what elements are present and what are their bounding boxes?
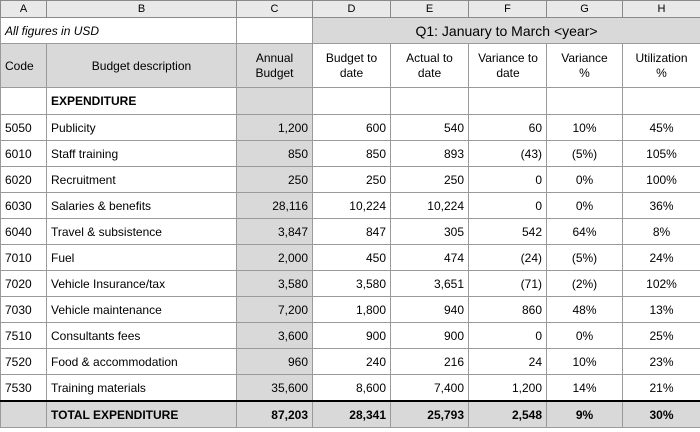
empty-cell[interactable] xyxy=(1,88,47,115)
utilization-pct-cell[interactable]: 45% xyxy=(623,115,700,141)
utilization-pct-cell[interactable]: 23% xyxy=(623,349,700,375)
budget-to-date-cell[interactable]: 1,800 xyxy=(313,297,391,323)
code-cell[interactable]: 6010 xyxy=(1,141,47,167)
empty-cell[interactable] xyxy=(469,88,547,115)
variance-to-date-cell[interactable]: 860 xyxy=(469,297,547,323)
budget-to-date-cell[interactable]: 240 xyxy=(313,349,391,375)
empty-cell[interactable] xyxy=(237,18,313,44)
header-variance-pct-text: Variance % xyxy=(561,50,608,80)
annual-budget-cell[interactable]: 250 xyxy=(237,167,313,193)
variance-to-date-cell[interactable]: 1,200 xyxy=(469,375,547,402)
budget-to-date-cell[interactable]: 600 xyxy=(313,115,391,141)
period-title-cell[interactable]: Q1: January to March <year> xyxy=(313,18,700,44)
budget-to-date-cell[interactable]: 900 xyxy=(313,323,391,349)
utilization-pct-cell[interactable]: 102% xyxy=(623,271,700,297)
header-budget-to-date-text: Budget to date xyxy=(325,50,378,80)
budget-to-date-cell[interactable]: 10,224 xyxy=(313,193,391,219)
annual-budget-cell[interactable]: 3,847 xyxy=(237,219,313,245)
empty-cell[interactable] xyxy=(547,88,623,115)
header-variance-to-date-text: Variance to date xyxy=(478,50,538,80)
total-label-cell[interactable]: TOTAL EXPENDITURE xyxy=(47,401,237,428)
actual-to-date-cell[interactable]: 3,651 xyxy=(391,271,469,297)
actual-to-date-cell[interactable]: 540 xyxy=(391,115,469,141)
description-cell[interactable]: Publicity xyxy=(47,115,237,141)
total-annual-cell[interactable]: 87,203 xyxy=(237,401,313,428)
actual-to-date-cell[interactable]: 893 xyxy=(391,141,469,167)
utilization-pct-cell[interactable]: 24% xyxy=(623,245,700,271)
code-cell[interactable]: 7530 xyxy=(1,375,47,402)
actual-to-date-cell[interactable]: 305 xyxy=(391,219,469,245)
table-header-row xyxy=(1,44,700,88)
utilization-pct-cell[interactable]: 21% xyxy=(623,375,700,402)
variance-pct-cell[interactable]: (5%) xyxy=(547,141,623,167)
code-cell[interactable]: 6030 xyxy=(1,193,47,219)
column-header-g[interactable]: G xyxy=(547,1,623,18)
variance-pct-cell[interactable]: 0% xyxy=(547,167,623,193)
description-cell[interactable]: Vehicle maintenance xyxy=(47,297,237,323)
description-cell[interactable]: Consultants fees xyxy=(47,323,237,349)
budget-to-date-cell[interactable]: 250 xyxy=(313,167,391,193)
empty-cell[interactable] xyxy=(391,88,469,115)
variance-pct-cell[interactable]: 0% xyxy=(547,193,623,219)
variance-pct-cell[interactable]: 10% xyxy=(547,115,623,141)
variance-to-date-cell[interactable]: 0 xyxy=(469,193,547,219)
variance-pct-cell[interactable]: (5%) xyxy=(547,245,623,271)
empty-cell[interactable] xyxy=(313,88,391,115)
header-variance-to-date[interactable] xyxy=(469,44,547,88)
column-header-h[interactable]: H xyxy=(623,1,700,18)
table-row xyxy=(1,375,700,402)
total-variance-cell[interactable]: 2,548 xyxy=(469,401,547,428)
total-variance-pct-cell[interactable]: 9% xyxy=(547,401,623,428)
column-header-row xyxy=(1,1,700,18)
table-row xyxy=(1,193,700,219)
code-cell[interactable]: 7030 xyxy=(1,297,47,323)
table-row xyxy=(1,271,700,297)
code-cell[interactable]: 7520 xyxy=(1,349,47,375)
variance-pct-cell[interactable]: 64% xyxy=(547,219,623,245)
utilization-pct-cell[interactable]: 25% xyxy=(623,323,700,349)
section-title-row xyxy=(1,88,700,115)
total-row xyxy=(1,401,700,428)
column-header-f[interactable]: F xyxy=(469,1,547,18)
annual-budget-cell[interactable]: 1,200 xyxy=(237,115,313,141)
total-code-cell[interactable] xyxy=(1,401,47,428)
table-row xyxy=(1,219,700,245)
budget-to-date-cell[interactable]: 847 xyxy=(313,219,391,245)
budget-to-date-cell[interactable]: 3,580 xyxy=(313,271,391,297)
header-budget-to-date[interactable] xyxy=(313,44,391,88)
table-row xyxy=(1,141,700,167)
variance-pct-cell[interactable]: (2%) xyxy=(547,271,623,297)
header-annual-budget-text: Annual Budget xyxy=(255,50,294,80)
table-row xyxy=(1,245,700,271)
annual-budget-cell[interactable]: 7,200 xyxy=(237,297,313,323)
header-actual-to-date-text: Actual to date xyxy=(406,50,453,80)
budget-to-date-cell[interactable]: 850 xyxy=(313,141,391,167)
description-cell[interactable]: Staff training xyxy=(47,141,237,167)
actual-to-date-cell[interactable]: 474 xyxy=(391,245,469,271)
column-header-b[interactable]: B xyxy=(47,1,237,18)
column-header-c[interactable]: C xyxy=(237,1,313,18)
header-annual-budget[interactable] xyxy=(237,44,313,88)
header-actual-to-date[interactable] xyxy=(391,44,469,88)
annual-budget-cell[interactable]: 2,000 xyxy=(237,245,313,271)
variance-to-date-cell[interactable]: 542 xyxy=(469,219,547,245)
currency-note-row xyxy=(1,18,700,44)
annual-budget-cell[interactable]: 28,116 xyxy=(237,193,313,219)
actual-to-date-cell[interactable]: 10,224 xyxy=(391,193,469,219)
code-cell[interactable]: 7510 xyxy=(1,323,47,349)
column-header-d[interactable]: D xyxy=(313,1,391,18)
actual-to-date-cell[interactable]: 900 xyxy=(391,323,469,349)
utilization-pct-cell[interactable]: 105% xyxy=(623,141,700,167)
annual-budget-cell[interactable]: 3,600 xyxy=(237,323,313,349)
budget-to-date-cell[interactable]: 450 xyxy=(313,245,391,271)
budget-to-date-cell[interactable]: 8,600 xyxy=(313,375,391,402)
variance-to-date-cell[interactable]: 0 xyxy=(469,323,547,349)
table-row xyxy=(1,167,700,193)
table-row xyxy=(1,323,700,349)
column-header-e[interactable]: E xyxy=(391,1,469,18)
description-cell[interactable]: Vehicle Insurance/tax xyxy=(47,271,237,297)
utilization-pct-cell[interactable]: 36% xyxy=(623,193,700,219)
annual-budget-cell[interactable]: 3,580 xyxy=(237,271,313,297)
column-header-a[interactable]: A xyxy=(1,1,47,18)
description-cell[interactable]: Salaries & benefits xyxy=(47,193,237,219)
code-cell[interactable]: 7010 xyxy=(1,245,47,271)
variance-to-date-cell[interactable]: (71) xyxy=(469,271,547,297)
total-actual-cell[interactable]: 25,793 xyxy=(391,401,469,428)
actual-to-date-cell[interactable]: 250 xyxy=(391,167,469,193)
header-utilization-pct[interactable] xyxy=(623,44,700,88)
annual-budget-cell[interactable]: 850 xyxy=(237,141,313,167)
total-utilization-cell[interactable]: 30% xyxy=(623,401,700,428)
currency-note-cell[interactable]: All figures in USD xyxy=(1,18,237,44)
total-budget-cell[interactable]: 28,341 xyxy=(313,401,391,428)
code-cell[interactable]: 7020 xyxy=(1,271,47,297)
variance-to-date-cell[interactable]: (24) xyxy=(469,245,547,271)
header-code[interactable]: Code xyxy=(1,44,47,88)
section-title-cell[interactable]: EXPENDITURE xyxy=(47,88,237,115)
header-variance-pct[interactable] xyxy=(547,44,623,88)
description-cell[interactable]: Food & accommodation xyxy=(47,349,237,375)
header-utilization-pct-text: Utilization % xyxy=(635,50,688,80)
utilization-pct-cell[interactable]: 100% xyxy=(623,167,700,193)
utilization-pct-cell[interactable]: 8% xyxy=(623,219,700,245)
actual-to-date-cell[interactable]: 216 xyxy=(391,349,469,375)
actual-to-date-cell[interactable]: 940 xyxy=(391,297,469,323)
code-cell[interactable]: 6020 xyxy=(1,167,47,193)
table-row xyxy=(1,349,700,375)
variance-to-date-cell[interactable]: (43) xyxy=(469,141,547,167)
description-cell[interactable]: Training materials xyxy=(47,375,237,402)
variance-pct-cell[interactable]: 0% xyxy=(547,323,623,349)
empty-cell[interactable] xyxy=(237,88,313,115)
annual-budget-cell[interactable]: 960 xyxy=(237,349,313,375)
table-row xyxy=(1,297,700,323)
variance-pct-cell[interactable]: 10% xyxy=(547,349,623,375)
table-row xyxy=(1,115,700,141)
header-description[interactable]: Budget description xyxy=(47,44,237,88)
actual-to-date-cell[interactable]: 7,400 xyxy=(391,375,469,402)
variance-to-date-cell[interactable]: 0 xyxy=(469,167,547,193)
description-cell[interactable]: Travel & subsistence xyxy=(47,219,237,245)
empty-cell[interactable] xyxy=(623,88,700,115)
description-cell[interactable]: Recruitment xyxy=(47,167,237,193)
variance-pct-cell[interactable]: 14% xyxy=(547,375,623,402)
variance-to-date-cell[interactable]: 24 xyxy=(469,349,547,375)
code-cell[interactable]: 6040 xyxy=(1,219,47,245)
code-cell[interactable]: 5050 xyxy=(1,115,47,141)
variance-to-date-cell[interactable]: 60 xyxy=(469,115,547,141)
variance-pct-cell[interactable]: 48% xyxy=(547,297,623,323)
annual-budget-cell[interactable]: 35,600 xyxy=(237,375,313,402)
utilization-pct-cell[interactable]: 13% xyxy=(623,297,700,323)
description-cell[interactable]: Fuel xyxy=(47,245,237,271)
